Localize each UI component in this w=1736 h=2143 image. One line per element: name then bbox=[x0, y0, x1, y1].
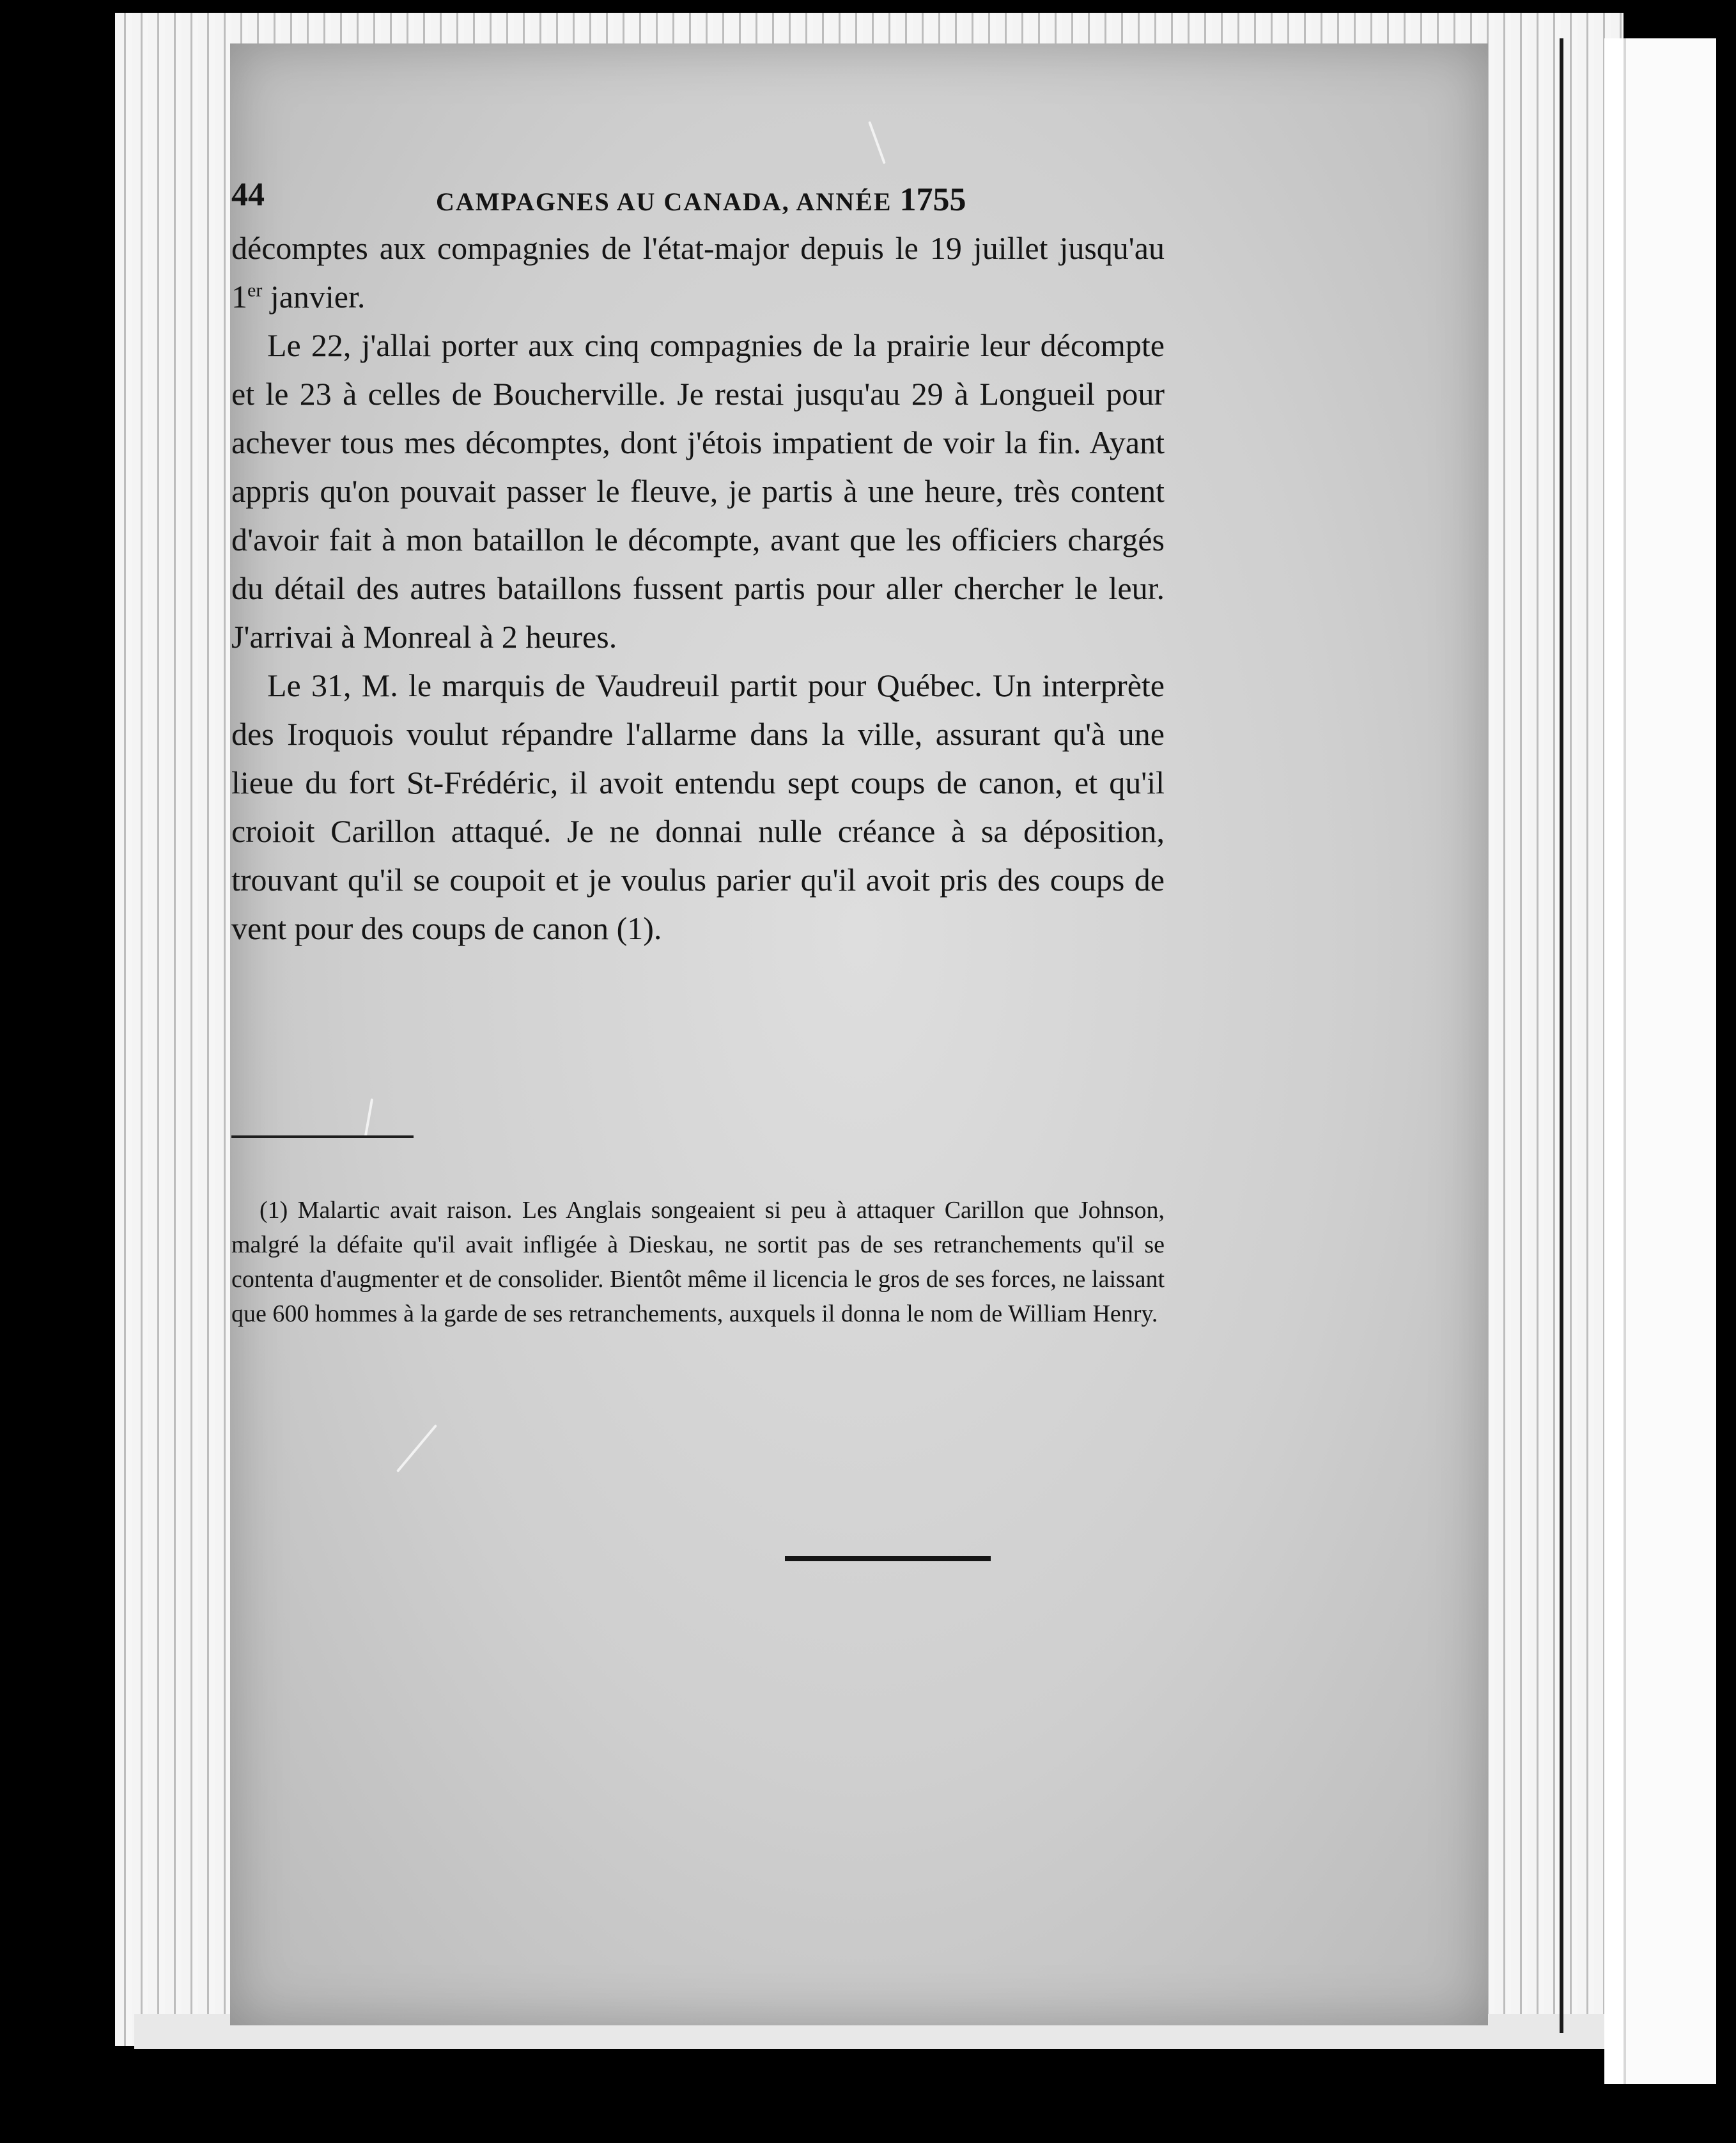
facing-page-edge bbox=[1604, 38, 1716, 2084]
footnote-text: (1) Malartic avait raison. Les Anglais songeaient si peu à attaquer Carillon que Johnson, malgré la défaite qu'il avait infligée à Dieskau, ne sortit pas de ses retranchements qu'il se contenta d'augmenter et de consolider. Bientôt même il licencia le gros de ses forces, ne laissant que 600 hommes à la garde de ses retranchements, auxquels il donna le nom de William Henry. bbox=[231, 1197, 1165, 1327]
paragraph-2: Le 22, j'allai porter aux cinq compagnies de la prairie leur décompte et le 23 à celles de Boucherville. Je restai jusqu'au 29 à Longueil pour achever tous mes décomptes, dont j'étois impatient de voir la fin. Ayant appris qu'on pouvait passer le fleuve, je partis à une heure, très content d'avoir fait à mon bataillon le décompte, avant que les officiers chargés du détail des autres bataillons fussent partis pour aller chercher le leur. J'arrivai à Monreal à 2 heures. bbox=[231, 327, 1165, 655]
scan-scratch bbox=[364, 1098, 373, 1137]
gutter-shadow bbox=[1560, 38, 1563, 2033]
superscript-er: er bbox=[247, 279, 263, 301]
footnote bbox=[231, 1193, 1165, 1331]
footnote-rule bbox=[231, 1135, 414, 1138]
end-rule bbox=[785, 1556, 991, 1561]
paragraph-1 bbox=[231, 224, 1165, 321]
paragraph-3: Le 31, M. le marquis de Vaudreuil partit pour Québec. Un interprète des Iroquois voulut répandre l'allarme dans la ville, assurant qu'à une lieue du fort St-Frédéric, il avoit entendu sept coups de canon, et qu'il croioit Carillon attaqué. Je ne donnai nulle créance à sa déposition, trouvant qu'il se coupoit et je voulus parier qu'il avoit pris des coups de vent pour des coups de canon (1). bbox=[231, 667, 1165, 946]
scan-scratch bbox=[868, 121, 886, 164]
paragraph-1-end: janvier. bbox=[262, 279, 366, 315]
running-title-year: 1755 bbox=[899, 182, 966, 218]
body-text bbox=[231, 224, 1165, 953]
running-head bbox=[231, 176, 1158, 221]
paragraph-1-text: décomptes aux compagnies de l'état-major depuis le 19 juillet jusqu'au 1 bbox=[231, 230, 1165, 315]
running-title-text: CAMPAGNES AU CANADA, ANNÉE bbox=[436, 187, 892, 216]
page-number: 44 bbox=[231, 176, 265, 213]
running-title bbox=[436, 181, 966, 219]
scan-scratch bbox=[396, 1424, 437, 1472]
